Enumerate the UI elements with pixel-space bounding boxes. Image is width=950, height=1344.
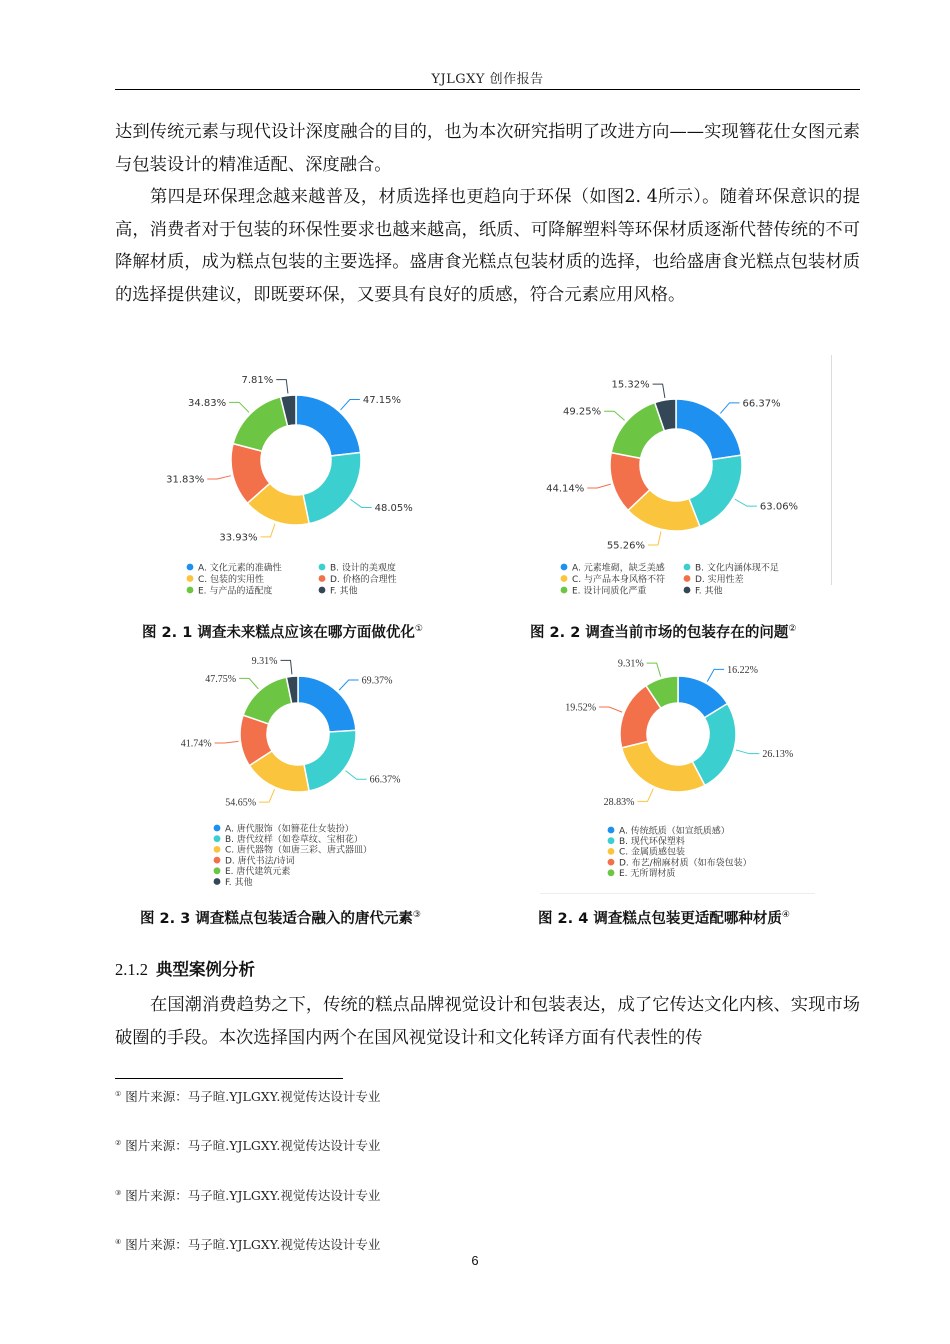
legend-marker <box>214 835 221 842</box>
donut-chart-svg <box>165 648 465 898</box>
leader-line <box>339 680 359 690</box>
leader-line <box>259 789 274 802</box>
legend-marker <box>214 846 221 853</box>
legend-label: C. 金属质感包装 <box>619 847 686 858</box>
legend-marker <box>608 827 615 834</box>
legend-label: E. 无所谓材质 <box>619 869 676 880</box>
leader-line <box>350 499 371 507</box>
data-label: 48.05% <box>374 502 413 514</box>
leader-line <box>261 524 275 537</box>
leader-line <box>281 660 292 674</box>
divider-line <box>831 355 832 585</box>
legend-marker <box>214 878 221 885</box>
body-paragraph-3: 在国潮消费趋势之下，传统的糕点品牌视觉设计和包装表达，成了它传达文化内核、实现市场破圈的手段。本次选择国内两个在国风视觉设计和文化转译方面有代表性的传 <box>115 995 860 1048</box>
leader-line <box>341 400 360 410</box>
data-label: 28.83% <box>603 796 635 808</box>
section-number: 2.1.2 <box>115 960 148 979</box>
legend-label: A. 文化元素的准确性 <box>198 563 282 574</box>
donut-chart-svg <box>540 355 830 605</box>
data-label: 34.83% <box>187 397 227 409</box>
leader-line <box>239 678 258 689</box>
running-header: YJLGXY 创作报告 <box>431 72 544 87</box>
leader-line <box>276 380 288 394</box>
legend-marker <box>214 867 221 874</box>
data-label: 7.81% <box>241 375 274 387</box>
caption-text: 图 2. 3 调查糕点包装适合融入的唐代元素 <box>140 911 413 927</box>
legend-label: F. 其他 <box>330 586 358 597</box>
legend-marker <box>214 857 221 864</box>
legend-marker <box>608 869 615 876</box>
body-paragraph-1: 达到传统元素与现代设计深度融合的目的，也为本次研究指明了改进方向——实现簪花仕女图元素与包装设计的精准适配、深度融合。 <box>115 122 860 175</box>
legend-label: B. 文化内涵体现不足 <box>695 563 779 574</box>
leader-line <box>648 531 661 545</box>
section-title-text: 典型案例分析 <box>156 960 255 979</box>
legend-marker <box>608 859 615 866</box>
leader-line <box>587 484 610 488</box>
legend-label: E. 唐代建筑元素 <box>225 867 291 878</box>
caption-text: 图 2. 2 调查当前市场的包装存在的问题 <box>530 625 789 641</box>
figure-caption-1 <box>142 621 423 642</box>
chart-1 <box>150 355 450 605</box>
divider-line <box>540 893 815 894</box>
legend-label: B. 唐代纹样（如卷草纹、宝相花） <box>225 835 363 845</box>
footnote-3: ③ 图片来源：马子暄.YJLGXY.视觉传达设计专业 <box>115 1188 381 1203</box>
data-label: 66.37% <box>742 398 781 410</box>
leader-line <box>647 663 661 676</box>
caption-text: 图 2. 4 调查糕点包装更适配哪种材质 <box>538 911 782 927</box>
legend-label: C. 包装的实用性 <box>198 574 265 585</box>
legend-marker <box>561 587 568 594</box>
data-label: 63.06% <box>759 501 799 513</box>
legend-marker <box>187 587 194 594</box>
legend-label: F. 其他 <box>225 877 253 888</box>
legend-marker <box>319 575 326 582</box>
figure-caption-3 <box>140 907 421 928</box>
legend-marker <box>608 848 615 855</box>
legend-marker <box>561 575 568 582</box>
data-label: 55.26% <box>606 540 645 552</box>
legend-label: B. 现代环保塑料 <box>619 837 685 847</box>
legend-marker <box>319 564 326 571</box>
leader-line <box>345 771 366 780</box>
legend-marker <box>684 587 691 594</box>
figure-caption-4 <box>538 907 790 928</box>
data-label: 66.37% <box>369 774 401 786</box>
donut-slice <box>676 399 741 460</box>
chart-2 <box>540 355 830 605</box>
legend-marker <box>214 825 221 832</box>
leader-line <box>229 402 249 412</box>
donut-slice <box>298 676 356 732</box>
footnote-mark: ③ <box>412 910 421 921</box>
leader-line <box>720 403 739 414</box>
leader-line <box>215 741 239 743</box>
data-label: 26.13% <box>762 749 794 761</box>
donut-chart-svg <box>545 648 825 888</box>
leader-line <box>653 384 665 398</box>
legend-marker <box>187 575 194 582</box>
donut-slice <box>611 403 664 459</box>
footnote-mark: ② <box>788 624 797 635</box>
legend-label: A. 唐代服饰（如簪花仕女装扮） <box>225 824 354 835</box>
legend-label: C. 与产品本身风格不符 <box>572 574 666 585</box>
data-label: 19.52% <box>565 702 597 714</box>
legend-marker <box>684 575 691 582</box>
caption-text: 图 2. 1 调查未来糕点应该在哪方面做优化 <box>142 625 415 641</box>
data-label: 9.31% <box>251 655 278 667</box>
data-label: 69.37% <box>361 675 393 687</box>
leader-line <box>604 411 625 420</box>
legend-marker <box>608 837 615 844</box>
footnote-mark: ④ <box>781 910 790 921</box>
data-label: 54.65% <box>225 797 257 809</box>
donut-slice <box>303 452 361 523</box>
donut-slice <box>622 741 705 792</box>
data-label: 9.31% <box>617 658 644 670</box>
footnote-rule <box>115 1078 343 1079</box>
legend-label: E. 设计同质化严重 <box>572 586 647 597</box>
leader-line <box>638 789 654 802</box>
data-label: 31.83% <box>166 474 205 486</box>
legend-label: A. 传统纸质（如宣纸质感） <box>619 826 730 837</box>
legend-label: D. 唐代书法/诗词 <box>225 856 295 867</box>
leader-line <box>707 669 724 681</box>
data-label: 41.74% <box>180 738 212 750</box>
donut-slice <box>243 677 292 724</box>
data-label: 15.32% <box>611 379 650 391</box>
donut-slice <box>296 395 361 456</box>
data-label: 47.15% <box>362 395 402 407</box>
footnote-1: ① 图片来源：马子暄.YJLGXY.视觉传达设计专业 <box>115 1089 381 1104</box>
donut-slice <box>304 730 356 791</box>
footnote-2: ② 图片来源：马子暄.YJLGXY.视觉传达设计专业 <box>115 1138 381 1153</box>
footnote-4: ④ 图片来源：马子暄.YJLGXY.视觉传达设计专业 <box>115 1237 381 1252</box>
donut-chart-svg <box>150 355 450 605</box>
header-rule <box>115 89 860 90</box>
data-label: 49.25% <box>562 406 602 418</box>
chart-3 <box>165 648 465 898</box>
legend-label: F. 其他 <box>695 586 723 597</box>
body-paragraph-2: 第四是环保理念越来越普及，材质选择也更趋向于环保（如图2. 4所示）。随着环保意识的提高，消费者对于包装的环保性要求也越来越高，纸质、可降解塑料等环保材质逐渐代替传统的不可降解材质，成为糕点包装的主要选择。盛唐食光糕点包装材质的选择，也给盛唐食光糕点包装材质的选择提供建议，即既要环保，又要具有良好的质感，符合元素应用风格。 <box>115 187 860 305</box>
legend-marker <box>187 564 194 571</box>
legend-label: A. 元素堆砌，缺乏美感 <box>572 563 665 574</box>
leader-line <box>736 750 759 754</box>
legend-label: E. 与产品的适配度 <box>198 586 273 597</box>
data-label: 33.93% <box>219 532 258 544</box>
legend-marker <box>684 564 691 571</box>
legend-label: D. 布艺/棉麻材质（如布袋包装） <box>619 858 752 869</box>
chart-4 <box>545 648 825 888</box>
legend-marker <box>561 564 568 571</box>
leader-line <box>735 499 757 506</box>
legend-marker <box>319 587 326 594</box>
section-heading <box>115 956 255 980</box>
footnote-mark: ① <box>414 624 423 635</box>
legend-label: C. 唐代器物（如唐三彩、唐式器皿） <box>225 845 373 856</box>
data-label: 47.75% <box>205 673 237 685</box>
leader-line <box>599 707 622 712</box>
page-number: 6 <box>471 1253 479 1268</box>
leader-line <box>207 476 231 479</box>
figure-caption-2 <box>530 621 796 642</box>
legend-label: D. 价格的合理性 <box>330 574 397 585</box>
data-label: 16.22% <box>727 664 758 676</box>
data-label: 44.14% <box>546 483 585 495</box>
legend-label: B. 设计的美观度 <box>330 563 396 574</box>
donut-slice <box>689 455 742 526</box>
legend-label: D. 实用性差 <box>695 574 744 585</box>
